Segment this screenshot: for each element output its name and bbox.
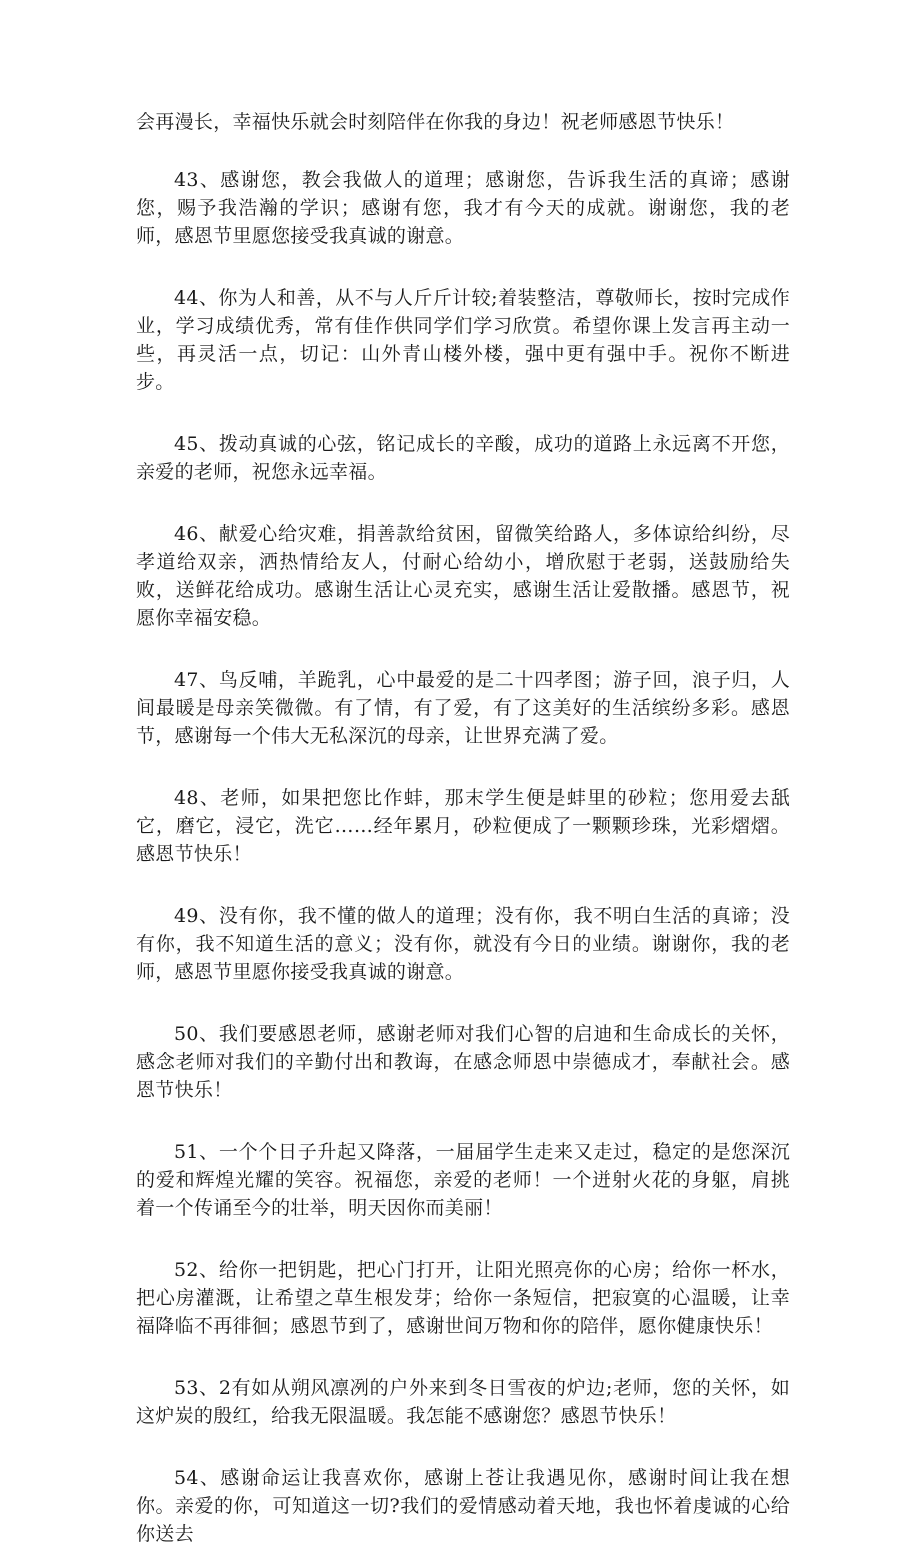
- document-body: [136, 108, 790, 1548]
- paragraph-continuation: 会再漫长，幸福快乐就会时刻陪伴在你我的身边！祝老师感恩节快乐！: [136, 111, 735, 133]
- paragraph-53: 53、2有如从朔风凛冽的户外来到冬日雪夜的炉边;老师，您的关怀，如这炉炭的殷红，给我无限温暖。我怎能不感谢您？感恩节快乐！: [136, 1377, 790, 1427]
- paragraph-51: 51、一个个日子升起又降落，一届届学生走来又走过，稳定的是您深沉的爱和辉煌光耀的笑容。祝福您，亲爱的老师！一个迸射火花的身躯，肩挑着一个传诵至今的壮举，明天因你而美丽！: [136, 1141, 790, 1219]
- paragraph-45: 45、拨动真诚的心弦，铭记成长的辛酸，成功的道路上永远离不开您，亲爱的老师，祝您永远幸福。: [136, 433, 790, 483]
- paragraph-47: 47、鸟反哺，羊跪乳，心中最爱的是二十四孝图；游子回，浪子归，人间最暖是母亲笑微微。有了情，有了爱，有了这美好的生活缤纷多彩。感恩节，感谢每一个伟大无私深沉的母亲，让世界充满了爱。: [136, 669, 790, 747]
- paragraph-54: 54、感谢命运让我喜欢你，感谢上苍让我遇见你，感谢时间让我在想你。亲爱的你，可知道这一切?我们的爱情感动着天地，我也怀着虔诚的心给你送去: [136, 1467, 790, 1545]
- paragraph-46: 46、献爱心给灾难，捐善款给贫困，留微笑给路人，多体谅给纠纷，尽孝道给双亲，洒热情给友人，付耐心给幼小，增欣慰于老弱，送鼓励给失败，送鲜花给成功。感谢生活让心灵充实，感谢生活让爱散播。感恩节，祝愿你幸福安稳。: [136, 523, 790, 629]
- paragraph-49: 49、没有你，我不懂的做人的道理；没有你，我不明白生活的真谛；没有你，我不知道生活的意义；没有你，就没有今日的业绩。谢谢你，我的老师，感恩节里愿你接受我真诚的谢意。: [136, 905, 790, 983]
- paragraph-52: 52、给你一把钥匙，把心门打开，让阳光照亮你的心房；给你一杯水，把心房灌溉，让希望之草生根发芽；给你一条短信，把寂寞的心温暖，让幸福降临不再徘徊；感恩节到了，感谢世间万物和你的陪伴，愿你健康快乐！: [136, 1259, 790, 1337]
- paragraph-44: 44、你为人和善，从不与人斤斤计较;着装整洁，尊敬师长，按时完成作业，学习成绩优秀，常有佳作供同学们学习欣赏。希望你课上发言再主动一些，再灵活一点，切记：山外青山楼外楼，强中更有强中手。祝你不断进步。: [136, 287, 790, 393]
- paragraph-50: 50、我们要感恩老师，感谢老师对我们心智的启迪和生命成长的关怀，感念老师对我们的辛勤付出和教诲，在感念师恩中崇德成才，奉献社会。感恩节快乐！: [136, 1023, 790, 1101]
- paragraph-48: 48、老师，如果把您比作蚌，那末学生便是蚌里的砂粒；您用爱去舐它，磨它，浸它，洗它……经年累月，砂粒便成了一颗颗珍珠，光彩熠熠。感恩节快乐！: [136, 787, 790, 865]
- paragraph-43: 43、感谢您，教会我做人的道理；感谢您，告诉我生活的真谛；感谢您，赐予我浩瀚的学识；感谢有您，我才有今天的成就。谢谢您，我的老师，感恩节里愿您接受我真诚的谢意。: [136, 169, 790, 247]
